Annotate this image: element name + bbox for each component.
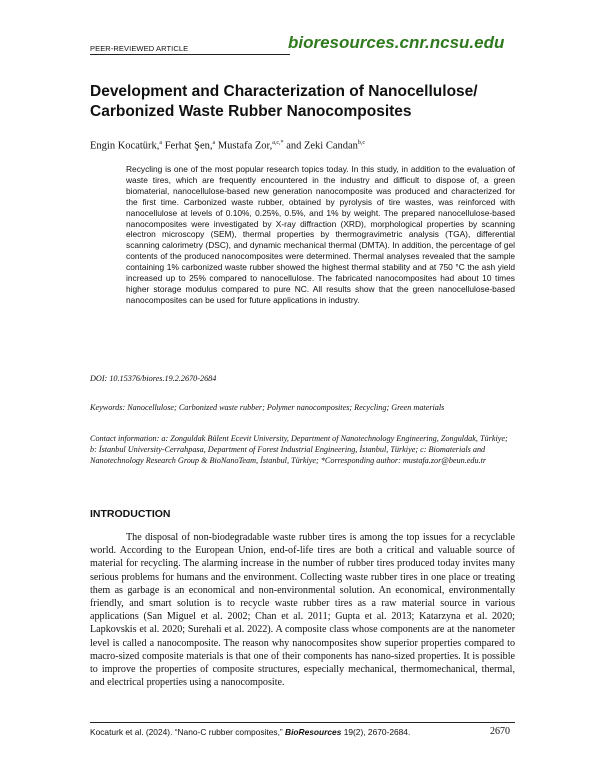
journal-site-link[interactable]: bioresources.cnr.ncsu.edu [288, 33, 505, 52]
citation-suffix: 19(2), 2670-2684. [343, 727, 411, 737]
author-affiliation: b,c [357, 140, 366, 146]
author-affiliation: a,c,* [272, 140, 284, 146]
author-list [90, 140, 365, 152]
author-name: Engin Kocatürk, [90, 140, 160, 152]
author-affiliation: a [212, 140, 216, 146]
introduction-paragraph: The disposal of non-biodegradable waste rubber tires is among the top issues for a recyclable world. According to the European Union, end-of-life tires are both a critical and valuable source of material for recycling. The alarming increase in the number of rubber tires produced today invites many serious problems for humans and the environment. Collecting waste rubber tires in one place or treating them as garbage is an economical and non-environmental solution. An economical, environmentally friendly, and smart solution is to recycle waste rubber tires as a raw material source in various applications (San Miguel et al. 2002; Chan et al. 2011; Gupta et al. 2013; Katarzyna et al. 2020; Lapkovskis et al. 2020; Surehali et al. 2022). A composite class whose components are at the nanometer level is called a nanocomposite. The reason why nanocomposites show superior properties compared to macro-sized composite materials is that one of their components has nano-sized properties. It is possible to improve the properties of composite structures, especially mechanical, thermomechanical, thermal, and electrical properties using a nanocomposite. [90, 532, 515, 689]
journal-name: BioResources [285, 727, 342, 737]
footer-rule [90, 722, 515, 723]
page-number: 2670 [490, 726, 510, 737]
contact-information: Contact information: a: Zonguldak Bülent Ecevit University, Department of Nanotechnology Engineering, Zonguldak, Türkiye; b: İstanbul University-Cerrahpasa, Department of Forest Industrial Engineering, İstanbul, Türkiye; c: Biomaterials and Nanotechnology Research Group & BioNanoTeam, İstanbul, Türkiye; *Corresponding author: mustafa.zor@beun.edu.tr [90, 434, 508, 465]
header-rule [90, 54, 290, 55]
footer-citation [90, 727, 410, 737]
header-label: PEER-REVIEWED ARTICLE [90, 44, 189, 53]
doi[interactable]: DOI: 10.15376/biores.19.2.2670-2684 [90, 374, 217, 383]
author-name: Ferhat Şen, [164, 140, 213, 152]
author-name: Mustafa Zor, [217, 140, 273, 152]
citation-prefix: Kocaturk et al. (2024). “Nano-C rubber composites,” [90, 727, 283, 737]
abstract: Recycling is one of the most popular research topics today. In this study, in addition to the evaluation of waste tires, which are frequently encountered in the industry and difficult to dispose of, a green biomaterial, nanocellulose-based new generation nanocomposite was produced and characterized for the first time. Carbonized waste rubber, obtained by pyrolysis of tire wastes, was reinforced with nanocellulose at levels of 0.10%, 0.25%, 0.5%, and 1% by weight. The prepared nanocellulose-based nanocomposites were investigated by X-ray diffraction (XRD), morphological properties by scanning electron microscopy (SEM), thermal properties by thermogravimetric analysis (TGA), differential scanning calorimetry (DSC), and dynamic mechanical thermal (DMTA). In addition, the percentage of gel contents of the produced nanocomposites were determined. Thermal analyses revealed that the sample containing 1% carbonized waste rubber showed the highest thermal stability and at 750 °C the ash yield increased up to 25% compared to nanocellulose. The fabricated nanocomposites had about 10 times higher storage modulus compared to pure NC. All results show that the green nanocellulose-based nanocomposites can be used for future applications in industry. [126, 164, 515, 305]
author-affiliation: a [159, 140, 163, 146]
author-name: and Zeki Candan [286, 140, 358, 152]
article-title: Development and Characterization of Nanocellulose/ Carbonized Waste Rubber Nanocomposites [90, 83, 478, 120]
section-heading: INTRODUCTION [90, 508, 171, 520]
keywords: Keywords: Nanocellulose; Carbonized waste rubber; Polymer nanocomposites; Recycling; Green materials [90, 403, 445, 412]
